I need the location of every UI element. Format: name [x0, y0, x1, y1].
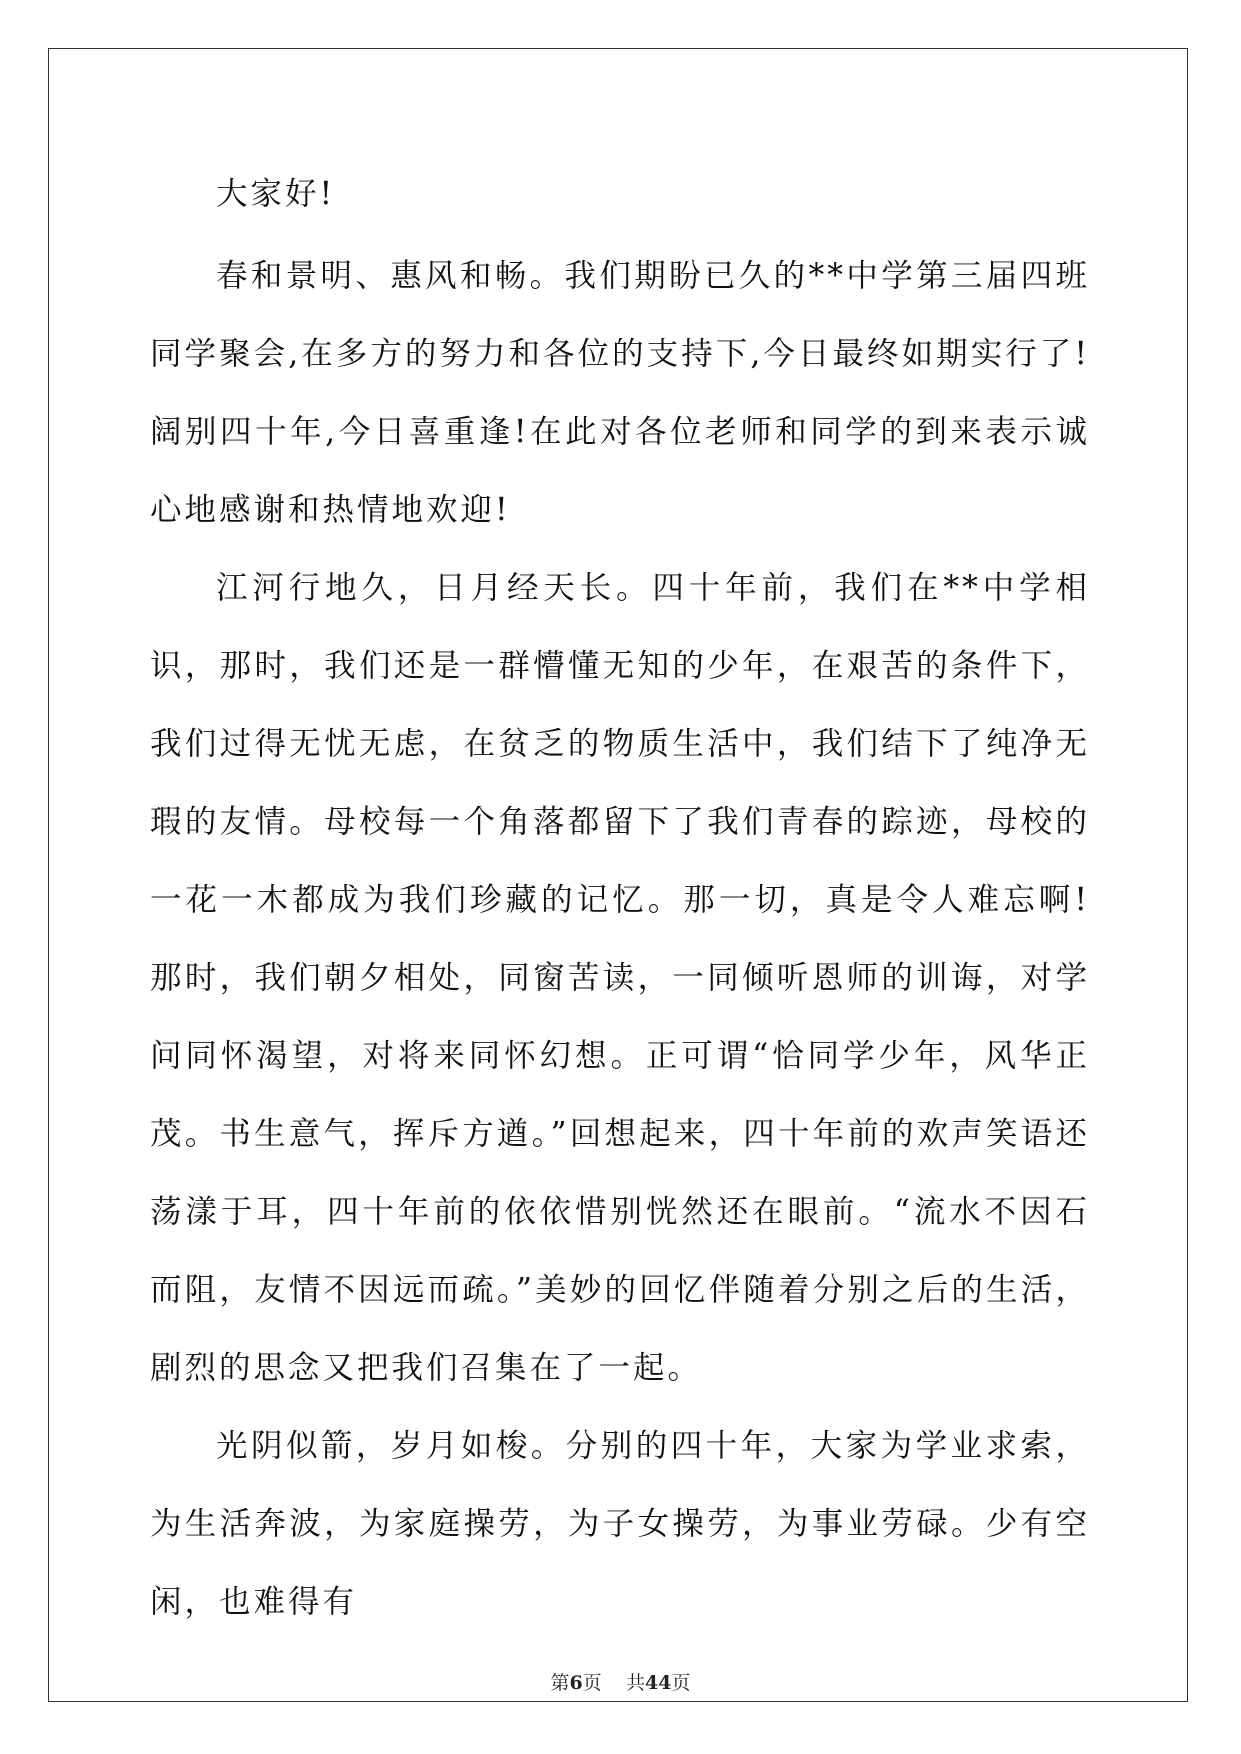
page-number-unit: 页: [582, 1672, 602, 1694]
page-number-total: 44: [644, 1672, 672, 1694]
greeting-line: 大家好!: [216, 176, 336, 212]
paragraph-school-memories: 江河行地久，日月经天长。四十年前，我们在**中学相识，那时，我们还是一群懵懂无知的少年，在艰苦的条件下，我们过得无忧无虑，在贫乏的物质生活中，我们结下了纯净无瑕的友情。母校每一个角落都留下了我们青春的踪迹，母校的一花一木都成为我们珍藏的记忆。那一切，真是令人难忘啊!那时，我们朝夕相处，同窗苦读，一同倾听恩师的训诲，对学问同怀渴望，对将来同怀幻想。正可谓“恰同学少年，风华正茂。书生意气，挥斥方遒。”回想起来，四十年前的欢声笑语还荡漾于耳，四十年前的依依惜别恍然还在眼前。“流水不因石而阻，友情不因远而疏。”美妙的回忆伴随着分别之后的生活，剧烈的思念又把我们召集在了一起。: [150, 570, 1090, 1386]
page-total-prefix: 共: [625, 1672, 645, 1694]
paragraph-forty-years: 光阴似箭，岁月如梭。分别的四十年，大家为学业求索，为生活奔波，为家庭操劳，为子女操劳，为事业劳碌。少有空闲，也难得有: [150, 1428, 1090, 1620]
page-footer: [0, 1668, 1241, 1695]
page-number-current: 6: [569, 1672, 583, 1694]
page-number-prefix: 第: [550, 1672, 570, 1694]
page-total-unit: 页: [671, 1672, 691, 1694]
paragraph-reunion-intro: 春和景明、惠风和畅。我们期盼已久的**中学第三届四班同学聚会,在多方的努力和各位的支持下,今日最终如期实行了!阔别四十年,今日喜重逢!在此对各位老师和同学的到来表示诚心地感谢和热情地欢迎!: [150, 258, 1090, 528]
document-body: [150, 164, 1090, 1641]
